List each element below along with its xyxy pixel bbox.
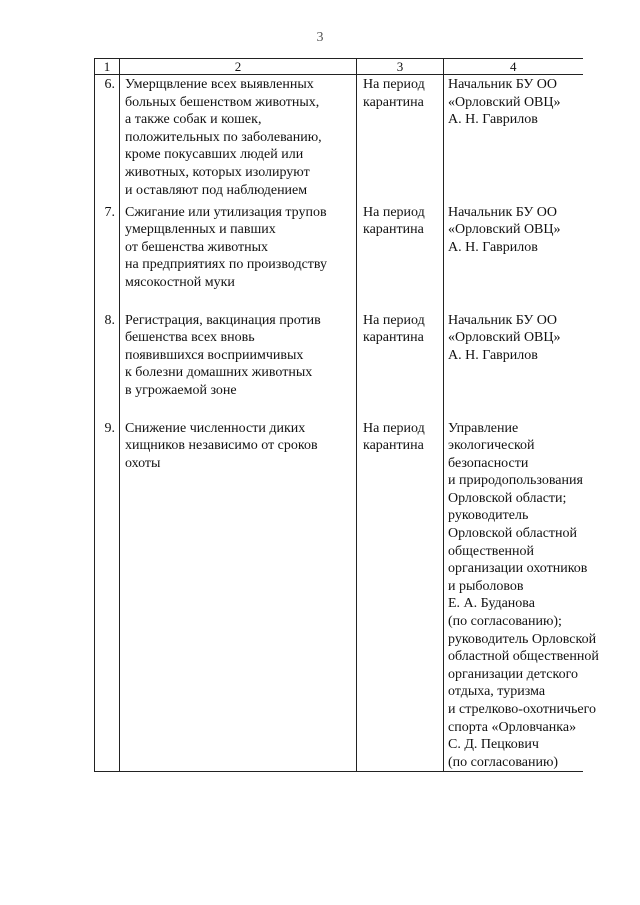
- responsible-text-line: А. Н. Гаврилов: [448, 239, 538, 255]
- column-header: 3: [357, 59, 444, 75]
- measure-text-line: мясокостной муки: [125, 274, 235, 290]
- measure-text-line: Сжигание или утилизация трупов: [125, 204, 327, 220]
- term-text-line: На период: [363, 77, 425, 92]
- measure-text-line: к болезни домашних животных: [125, 365, 313, 381]
- table-row: [95, 75, 583, 203]
- responsible-text-line: экологической: [448, 438, 535, 454]
- responsible-text-line: (по согласованию): [448, 754, 559, 770]
- responsible-text-line: безопасности: [448, 455, 529, 471]
- responsible-text-line: общественной: [448, 543, 535, 559]
- measure-text: [120, 419, 357, 772]
- measure-text-line: кроме покусавших людей или: [125, 147, 304, 163]
- responsible-text-line: Начальник БУ ОО: [448, 312, 557, 328]
- responsible-text-line: Начальник БУ ОО: [448, 204, 557, 220]
- responsible-text-line: организации детского: [448, 666, 578, 682]
- table-row: [95, 419, 583, 772]
- term-text: [357, 419, 444, 772]
- measure-text-line: Регистрация, вакцинация против: [125, 312, 321, 328]
- measure-text-line: появившихся восприимчивых: [125, 347, 304, 363]
- measure-text-line: на предприятиях по производству: [125, 257, 328, 273]
- table-row: [95, 311, 583, 419]
- term-text-line: На период: [363, 204, 425, 220]
- responsible-text-line: «Орловский ОВЦ»: [448, 330, 561, 346]
- responsible-text: [444, 419, 599, 772]
- responsible-text-line: областной общественной: [448, 649, 599, 665]
- measure-text-line: Снижение численности диких: [125, 420, 306, 436]
- term-text-line: карантина: [363, 222, 424, 238]
- measure-text-line: больных бешенством животных,: [125, 94, 320, 110]
- measure-text: [120, 311, 357, 419]
- responsible-text-line: (по согласованию);: [448, 614, 562, 630]
- column-header: 4: [444, 59, 583, 75]
- measures-table: [94, 58, 599, 772]
- measure-text: [120, 75, 357, 203]
- responsible-text-line: «Орловский ОВЦ»: [448, 222, 561, 238]
- responsible-text-line: Управление: [448, 420, 519, 436]
- term-text-line: карантина: [363, 94, 424, 110]
- term-text: [357, 203, 444, 311]
- responsible-text-line: организации охотников: [448, 561, 588, 577]
- responsible-text-line: «Орловский ОВЦ»: [448, 94, 561, 110]
- measure-text-line: умерщвленных и павших: [125, 222, 276, 238]
- row-number: 8.: [95, 311, 120, 419]
- row-number: 9.: [95, 419, 120, 772]
- term-text: [357, 311, 444, 419]
- responsible-text-line: отдыха, туризма: [448, 684, 546, 700]
- responsible-text-line: Орловской областной: [448, 526, 578, 542]
- measure-text: [120, 203, 357, 311]
- row-number: 6.: [95, 75, 120, 203]
- measure-text-line: хищников независимо от сроков: [125, 438, 318, 454]
- measure-text-line: а также собак и кошек,: [125, 112, 262, 128]
- column-header: 1: [95, 59, 120, 75]
- responsible-text-line: А. Н. Гаврилов: [448, 347, 538, 363]
- responsible-text-line: С. Д. Пецкович: [448, 737, 539, 753]
- measure-text-line: и оставляют под наблюдением: [125, 182, 308, 198]
- responsible-text: [444, 311, 583, 419]
- responsible-text-line: руководитель Орловской: [448, 631, 597, 647]
- measure-text-line: бешенства всех вновь: [125, 330, 255, 346]
- term-text-line: карантина: [363, 330, 424, 346]
- responsible-text-line: и рыболовов: [448, 578, 524, 594]
- measure-text-line: животных, которых изолируют: [125, 164, 310, 180]
- responsible-text-line: руководитель: [448, 508, 529, 524]
- measure-text-line: в угрожаемой зоне: [125, 382, 237, 398]
- responsible-text-line: спорта «Орловчанка»: [448, 719, 577, 735]
- column-header: 2: [120, 59, 357, 75]
- responsible-text: [444, 203, 583, 311]
- responsible-text-line: и стрелково-охотничьего: [448, 702, 597, 717]
- responsible-text-line: и природопользования: [448, 473, 583, 489]
- table-row: [95, 203, 583, 311]
- measure-text-line: от бешенства животных: [125, 239, 269, 255]
- responsible-text-line: Е. А. Буданова: [448, 596, 535, 612]
- table-header-row: [95, 59, 583, 75]
- responsible-text-line: Орловской области;: [448, 490, 567, 506]
- term-text-line: На период: [363, 312, 425, 328]
- term-text: [357, 75, 444, 203]
- measure-text-line: положительных по заболеванию,: [125, 129, 322, 145]
- responsible-text-line: Начальник БУ ОО: [448, 77, 557, 92]
- page-number: 3: [316, 30, 324, 45]
- term-text-line: карантина: [363, 438, 424, 454]
- row-number: 7.: [95, 203, 120, 311]
- responsible-text-line: А. Н. Гаврилов: [448, 112, 538, 128]
- term-text-line: На период: [363, 420, 425, 436]
- responsible-text: [444, 75, 583, 203]
- measure-text-line: Умерщвление всех выявленных: [125, 77, 314, 92]
- measure-text-line: охоты: [125, 455, 161, 471]
